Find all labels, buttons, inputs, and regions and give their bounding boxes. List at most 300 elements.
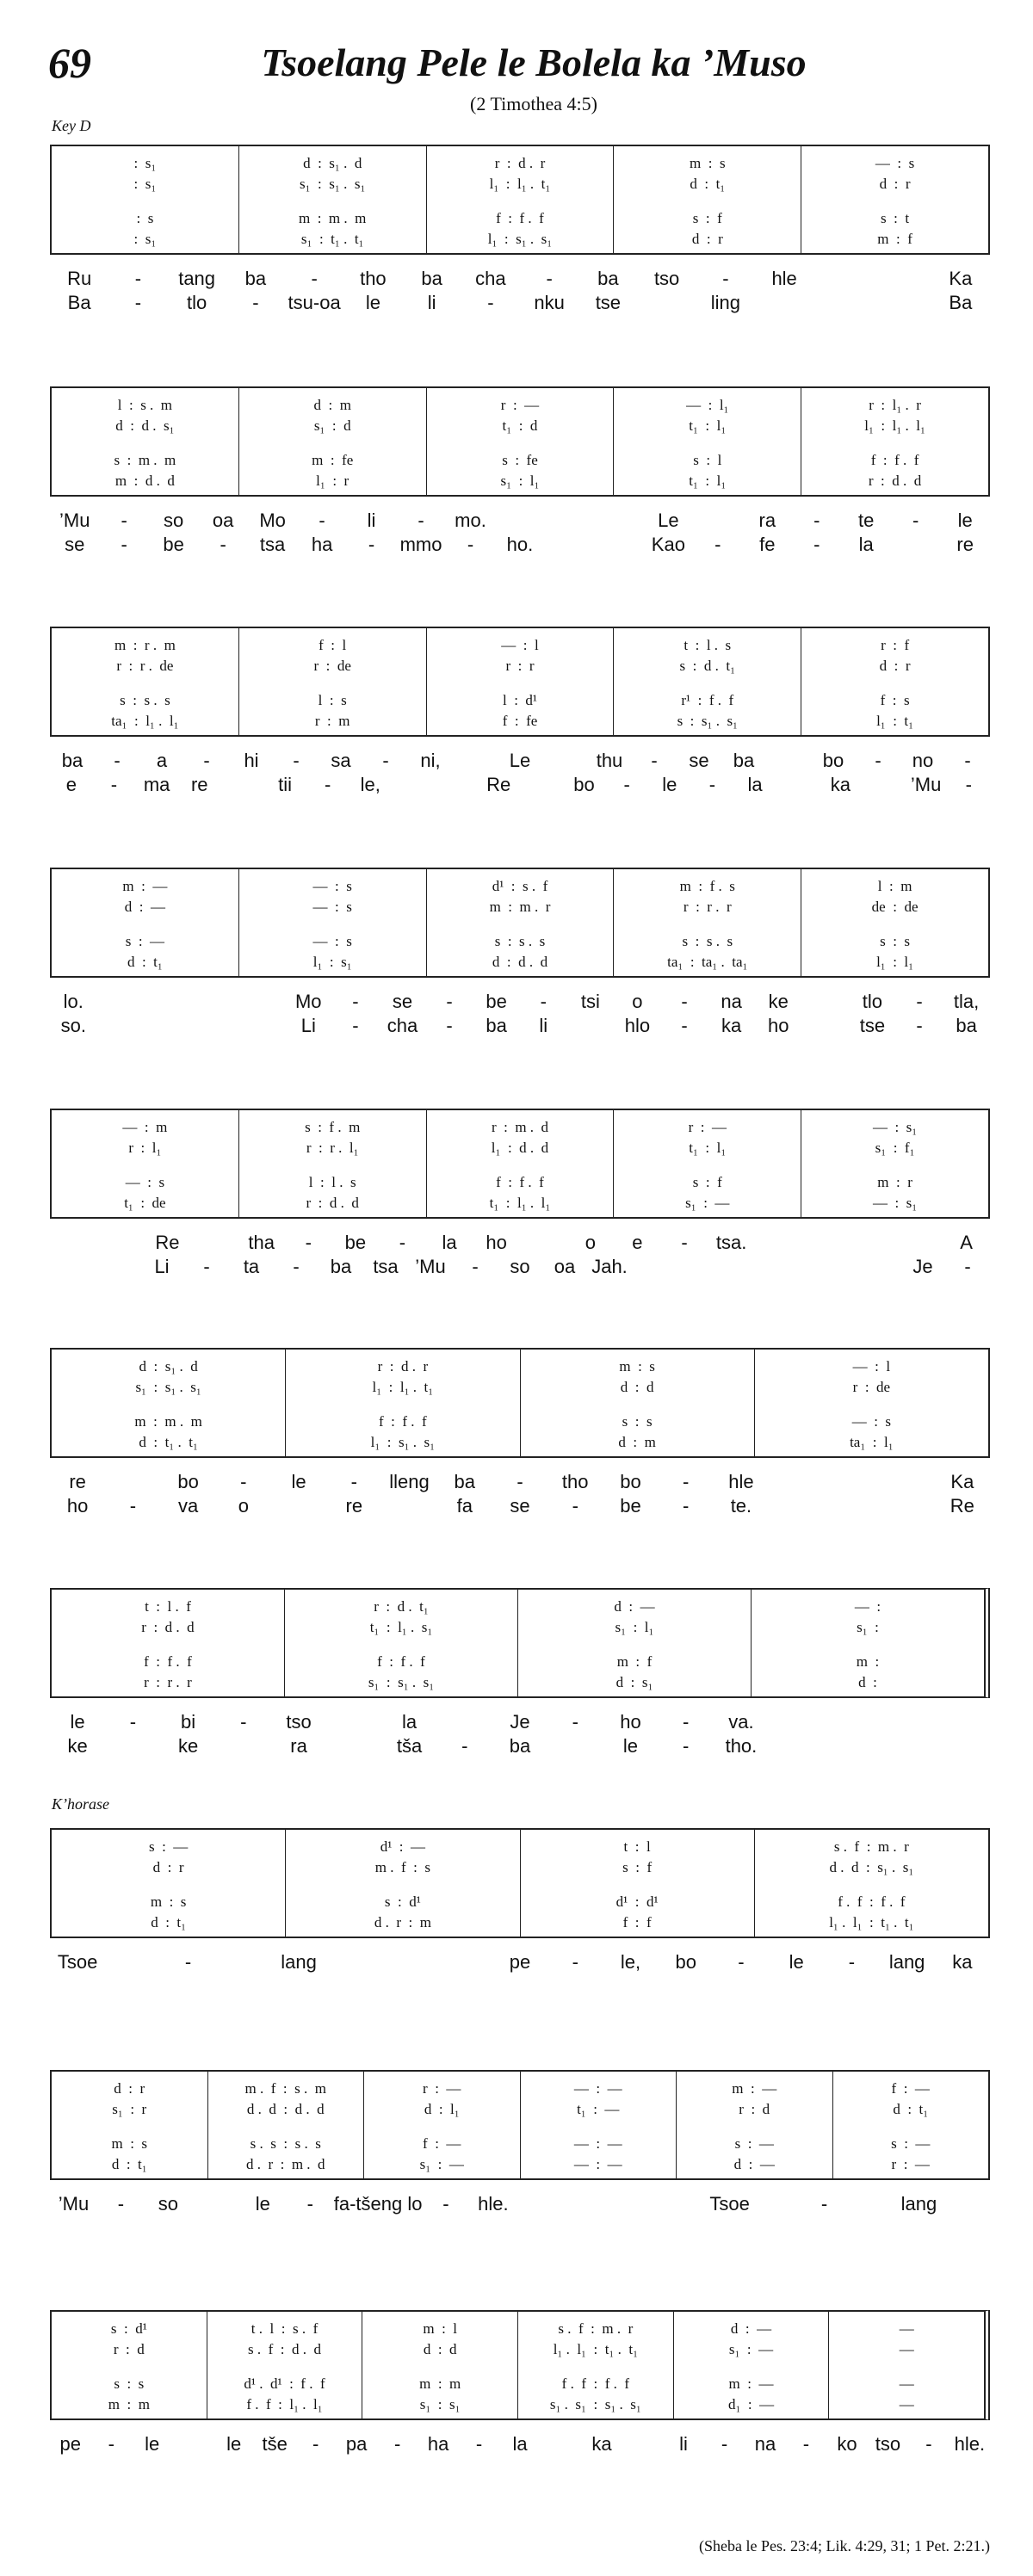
lyric-syllable: - (117, 2193, 125, 2215)
solfa-line: m : fe (312, 452, 354, 468)
solfa-line: s₁ : f₁ (875, 1140, 915, 1156)
solfa-line: — : l₁ (686, 397, 729, 413)
lyric-syllable (144, 1014, 191, 1038)
lyric-syllable (567, 1014, 615, 1038)
lyric-syllable (849, 1231, 896, 1255)
lyric-syllable: - (708, 774, 716, 795)
lyric-syllable: - (121, 534, 127, 555)
hymn-title: Tsoelang Pele le Bolela ka ’Muso (261, 40, 807, 84)
solfa-line: — : s (312, 899, 352, 915)
solfa-line: r : — (423, 2080, 461, 2097)
lyric-syllable: ka (721, 1015, 742, 1036)
lyric-syllable (638, 291, 696, 315)
solfa-line: f : f (622, 1914, 652, 1930)
lyric-syllable: so. (60, 1015, 86, 1036)
lyric-syllable: tla, (953, 991, 980, 1012)
lyric-syllable (594, 509, 643, 533)
lyric-syllable (824, 1710, 879, 1734)
lyric-syllable: ho (66, 1495, 89, 1517)
measure (517, 2312, 673, 2418)
lyric-syllable: se (689, 750, 709, 771)
solfa-line: f . f : f . f (838, 1893, 906, 1910)
solfa-line: d : d . d (492, 954, 548, 970)
lyric-syllable: ba (421, 268, 442, 289)
solfa-line: f : f . f (496, 1174, 544, 1190)
lyric-syllable (435, 773, 478, 797)
lyric-syllable: cha (387, 1015, 418, 1036)
solfa-line: — : m (122, 1119, 168, 1135)
lyric-syllable: Li (154, 1256, 170, 1277)
lyric-syllable: - (418, 510, 424, 531)
solfa-line: — : s (125, 1174, 165, 1190)
solfa-line: s : — (148, 1838, 189, 1855)
staff-box (50, 2070, 990, 2180)
lyric-syllable (516, 2192, 564, 2216)
lyric-syllable (880, 1710, 935, 1734)
solfa-line: s : l (693, 452, 722, 468)
lyric-syllable: - (352, 1015, 359, 1036)
lyric-syllable: va. (728, 1711, 754, 1733)
lyric-syllable: cha (475, 268, 506, 289)
footer-references: (Sheba le Pes. 23:4; Lik. 4:29, 31; 1 Pet. 2:21.) (699, 2537, 990, 2554)
solfa-line: d : t₁ (111, 2156, 147, 2172)
lyric-syllable: la (747, 774, 763, 795)
solfa-line: r : d . d (868, 473, 922, 489)
lyric-line (50, 1014, 990, 1038)
lyric-syllable: - (129, 1495, 137, 1517)
staff-box (50, 1109, 990, 1219)
lyric-syllable: - (813, 534, 820, 555)
lyric-syllable (721, 1255, 766, 1279)
lyric-syllable: - (134, 268, 142, 289)
lyric-syllable: ho (620, 1711, 641, 1733)
lyric-syllable (191, 1014, 238, 1038)
lyric-syllable: - (252, 292, 259, 313)
lyric-syllable: pe (59, 2433, 81, 2455)
solfa-line: m : l (423, 2320, 458, 2337)
solfa-line: m : s (111, 2135, 148, 2152)
lyric-syllable: e (65, 774, 77, 795)
lyric-syllable: ke (768, 991, 789, 1012)
lyric-syllable: Tsoe (57, 1951, 98, 1973)
lyrics-block (50, 2432, 990, 2456)
lyric-syllable (545, 533, 594, 557)
lyric-syllable (547, 1734, 603, 1758)
lyric-syllable: ba (454, 1471, 475, 1492)
solfa-line: s : fe (502, 452, 538, 468)
solfa-line: m : f (877, 231, 912, 247)
solfa-line: d : (858, 1674, 877, 1690)
solfa-line: de : de (871, 899, 919, 915)
lyric-syllable: - (912, 510, 919, 531)
lyric-syllable (453, 749, 498, 773)
solfa-line: — : — (573, 2135, 622, 2152)
measure (828, 2312, 984, 2418)
lyric-syllable (437, 1710, 492, 1734)
lyric-syllable: Je (912, 1256, 933, 1277)
lyric-syllable: lleng (389, 1471, 430, 1492)
solfa-line: s₁ : d (313, 417, 351, 434)
solfa-line: d : t₁ (151, 1914, 187, 1930)
solfa-line: s : d . t₁ (679, 658, 736, 674)
lyric-syllable: e (632, 1232, 643, 1253)
measure (426, 146, 614, 253)
lyric-syllable: be (163, 534, 184, 555)
lyric-syllable: - (293, 750, 300, 771)
lyric-syllable: la (401, 1711, 418, 1733)
lyric-syllable: - (683, 1711, 690, 1733)
solfa-line: d : d . s₁ (115, 417, 175, 434)
lyric-syllable: tše (262, 2433, 288, 2455)
lyric-syllable (545, 509, 594, 533)
lyric-syllable: Ba (949, 292, 973, 313)
measure (801, 146, 988, 253)
solfa-line: m . f : s . m (244, 2080, 326, 2097)
lyric-syllable (520, 773, 563, 797)
solfa-line: — : s₁ (872, 1119, 918, 1135)
lyric-syllable: ’Mu (58, 2193, 90, 2215)
lyric-syllable: - (472, 1256, 479, 1277)
solfa-line: s . s : s . s (250, 2135, 321, 2152)
solfa-line: f : — (891, 2080, 930, 2097)
lyric-syllable: tso (875, 2433, 901, 2455)
solfa-line: s₁ : s₁ . s₁ (300, 176, 366, 192)
lyric-syllable: - (393, 2433, 401, 2455)
lyric-syllable: se (65, 534, 85, 555)
lyric-syllable: lo. (63, 991, 84, 1012)
measure (52, 388, 238, 495)
solfa-line: l : s . m (117, 397, 173, 413)
solfa-line: r : m . d (491, 1119, 549, 1135)
lyric-syllable: Re (155, 1232, 180, 1253)
lyric-line (50, 1231, 990, 1255)
lyric-syllable: tso (286, 1711, 312, 1733)
solfa-line: m : r (877, 1174, 912, 1190)
lyric-syllable: Re (486, 774, 511, 795)
lyric-syllable: - (964, 750, 971, 771)
solfa-line: s : m . m (114, 452, 176, 468)
lyric-syllable: - (114, 750, 121, 771)
lyric-syllable (437, 1950, 492, 1974)
lyric-syllable (659, 2192, 706, 2216)
lyric-syllable: - (540, 991, 547, 1012)
lyric-syllable: ba (597, 268, 619, 289)
lyric-syllable: Le (658, 510, 679, 531)
lyric-syllable: - (134, 292, 142, 313)
solfa-line: l₁ : r (316, 473, 349, 489)
lyric-syllable: tso (653, 268, 680, 289)
lyric-syllable: ling (710, 292, 740, 313)
lyric-syllable: ’Mu (59, 510, 90, 531)
solfa-line: l₁ : t₁ (876, 713, 914, 729)
solfa-line: f : s (880, 692, 910, 708)
solfa-line: d : m (618, 1434, 656, 1450)
solfa-line: d : — (733, 2156, 775, 2172)
solfa-line: s₁ : s₁ . s₁ (368, 1674, 435, 1690)
lyric-syllable (769, 1470, 824, 1494)
lyric-syllable: so (164, 510, 184, 531)
lyric-syllable: fa (456, 1495, 473, 1517)
lyric-syllable: te. (730, 1495, 752, 1517)
lyric-syllable: - (220, 534, 226, 555)
solfa-line: r : m (314, 713, 350, 729)
solfa-line: s₁ : — (685, 1195, 730, 1211)
lyric-syllable: - (325, 774, 331, 795)
staff-box (50, 1828, 990, 1938)
lyric-syllable: bi (181, 1711, 196, 1733)
lyric-syllable: - (382, 750, 389, 771)
solfa-line: t₁ : l₁ (689, 1140, 727, 1156)
solfa-line: r¹ : f . f (681, 692, 734, 708)
lyric-line (50, 1950, 990, 1974)
lyric-syllable: - (129, 1711, 137, 1733)
lyric-syllable: tša (396, 1735, 423, 1757)
measure (52, 1350, 285, 1456)
solfa-line: l₁ : l₁ . t₁ (372, 1379, 434, 1395)
solfa-line: d : r (152, 1859, 184, 1875)
lyric-syllable: la (858, 534, 874, 555)
lyrics-block (50, 990, 990, 1038)
lyric-syllable: ba (244, 268, 267, 289)
solfa-line: d : s₁ . d (139, 1358, 198, 1374)
lyric-syllable (172, 2432, 213, 2456)
solfa-line: t₁ : de (124, 1195, 166, 1211)
lyric-syllable (766, 1255, 811, 1279)
lyric-syllable: - (399, 1232, 406, 1253)
lyric-syllable: - (240, 1471, 247, 1492)
lyric-syllable: tse (595, 292, 622, 313)
lyric-syllable: ni, (420, 750, 441, 771)
lyric-syllable: bo (177, 1471, 199, 1492)
lyric-syllable (769, 1734, 824, 1758)
lyric-syllable: - (293, 1256, 300, 1277)
solfa-line: l₁ : l₁ (876, 954, 914, 970)
measure (207, 2072, 364, 2178)
solfa-line: s₁ : r (112, 2101, 147, 2117)
lyric-line (50, 1494, 990, 1518)
measure (238, 628, 426, 735)
lyric-syllable (611, 2192, 659, 2216)
solfa-line: d : r (879, 176, 911, 192)
measure (52, 1110, 238, 1217)
lyric-syllable: - (925, 2433, 932, 2455)
measure (673, 2312, 829, 2418)
measure (238, 146, 426, 253)
solfa-line: d . r : m (374, 1914, 431, 1930)
measure (520, 1350, 754, 1456)
lyric-syllable: mo. (455, 510, 486, 531)
solfa-line: m . f : s (374, 1859, 430, 1875)
lyric-syllable: tsi (580, 991, 600, 1012)
lyrics-block (50, 1231, 990, 1279)
lyric-syllable (802, 1231, 850, 1255)
lyric-syllable (144, 990, 191, 1014)
measure (801, 869, 988, 976)
solfa-line: r : d . r (377, 1358, 429, 1374)
lyric-syllable: ho (486, 1232, 507, 1253)
lyric-syllable: - (813, 510, 820, 531)
solfa-line: : s (136, 210, 154, 226)
scripture-reference: (2 Timothea 4:5) (470, 93, 597, 114)
lyric-syllable (813, 291, 872, 315)
lyric-syllable: Ka (949, 268, 973, 289)
lyric-syllable (191, 990, 238, 1014)
lyric-syllable (238, 990, 285, 1014)
lyric-syllable: lang (888, 1951, 925, 1973)
solfa-line: f : f . f (496, 210, 544, 226)
measure (238, 1110, 426, 1217)
solfa-line: s₁ : l₁ (500, 473, 540, 489)
measure (754, 1830, 988, 1937)
solfa-line: — : s (875, 155, 915, 171)
lyric-syllable: - (572, 1951, 578, 1973)
solfa-line: s : — (125, 933, 165, 949)
lyric-syllable (813, 267, 872, 291)
solfa-line: : s₁ (133, 231, 157, 247)
measure (832, 2072, 989, 2178)
lyric-line (50, 267, 990, 291)
solfa-line: f : f . f (377, 1653, 425, 1670)
measure (426, 628, 614, 735)
solfa-line: l₁ . l₁ : t₁ . t₁ (553, 2341, 639, 2357)
lyric-syllable: Jah. (591, 1256, 628, 1277)
lyric-syllable: ta (243, 1256, 260, 1277)
lyric-syllable: Kao (651, 534, 685, 555)
solfa-line: ta₁ : l₁ (850, 1434, 894, 1450)
lyric-syllable: bo (573, 774, 595, 795)
lyric-syllable: hlo (624, 1015, 651, 1036)
solfa-line: d : r (114, 2080, 145, 2097)
lyric-syllable: - (305, 1232, 312, 1253)
solfa-line: r : — (688, 1119, 727, 1135)
solfa-line: : s₁ (133, 176, 157, 192)
solfa-line: f : fe (502, 713, 538, 729)
lyric-syllable (191, 1231, 238, 1255)
solfa-line: d¹ : s . f (492, 878, 548, 894)
lyric-syllable: - (965, 774, 972, 795)
lyric-syllable: fa-tšeng lo (333, 2193, 423, 2215)
solfa-line: t : l (623, 1838, 651, 1855)
lyric-syllable: le (662, 774, 677, 795)
measure (238, 388, 426, 495)
lyric-syllable: nku (534, 292, 565, 313)
solfa-line: r : l₁ (128, 1140, 162, 1156)
solfa-line: — : s₁ (872, 1195, 918, 1211)
measure (801, 388, 988, 495)
solfa-line: f : f . f (144, 1653, 192, 1670)
measure (52, 2312, 207, 2418)
lyric-line (50, 2432, 990, 2456)
solfa-line: s₁ : s₁ (419, 2396, 461, 2412)
measure (284, 1590, 517, 1696)
solfa-line: r : r . l₁ (306, 1140, 359, 1156)
solfa-line: r : f (881, 637, 910, 653)
lyric-syllable (880, 1734, 935, 1758)
lyric-syllable: ’Mu (910, 774, 942, 795)
staff-box (50, 386, 990, 497)
solfa-line: ta₁ : l₁ . l₁ (111, 713, 179, 729)
lyric-syllable: le (789, 1951, 804, 1973)
lyric-syllable: le (145, 2433, 160, 2455)
solfa-line: s : d¹ (110, 2320, 147, 2337)
lyric-syllable: lang (281, 1951, 317, 1973)
solfa-line: m : m (419, 2375, 461, 2392)
solfa-line: t₁ : — (577, 2101, 620, 2117)
lyric-syllable: la (512, 2433, 528, 2455)
staff-box (50, 1588, 990, 1698)
lyric-syllable (935, 1710, 990, 1734)
measure (613, 388, 801, 495)
lyric-syllable (824, 1494, 879, 1518)
solfa-line: m : (856, 1653, 880, 1670)
lyric-syllable: hle. (954, 2433, 986, 2455)
lyric-syllable: se (510, 1495, 530, 1517)
solfa-line: m : m . m (134, 1413, 202, 1430)
solfa-line: — : — (573, 2080, 622, 2097)
lyric-syllable: le (365, 292, 380, 313)
lyric-syllable: na (721, 991, 742, 1012)
solfa-line: s . f : m . r (558, 2320, 634, 2337)
lyrics-block (50, 1470, 990, 1518)
lyric-syllable (776, 773, 820, 797)
lyric-syllable (50, 1231, 97, 1255)
lyric-syllable: le, (360, 774, 380, 795)
solfa-line: d : d (423, 2341, 457, 2357)
lyric-syllable: - (442, 2193, 449, 2215)
solfa-line: ta₁ : ta₁ . ta₁ (667, 954, 748, 970)
lyric-syllable: pe (509, 1951, 531, 1973)
lyric-syllable (221, 773, 264, 797)
lyric-syllable: tsa. (715, 1232, 747, 1253)
lyric-syllable: ra (290, 1735, 307, 1757)
solfa-line: r : d . t₁ (374, 1598, 429, 1615)
solfa-line: m : s (150, 1893, 187, 1910)
lyric-syllable: - (964, 1256, 971, 1277)
hymn-number: 69 (48, 39, 91, 87)
solfa-line: f : f . f (379, 1413, 427, 1430)
solfa-line: l : l . s (308, 1174, 356, 1190)
lyric-syllable (802, 990, 850, 1014)
solfa-line: m : f . s (679, 878, 735, 894)
measure (52, 1590, 284, 1696)
lyric-syllable: pa (345, 2433, 368, 2455)
solfa-line: d : t₁ (127, 954, 163, 970)
solfa-line: r : de (852, 1379, 891, 1395)
solfa-line: l₁ . l₁ : t₁ . t₁ (829, 1914, 914, 1930)
solfa-line: d : — (614, 1598, 655, 1615)
lyric-syllable: - (683, 1471, 690, 1492)
lyric-syllable: - (487, 292, 494, 313)
lyric-syllable: - (446, 991, 453, 1012)
lyric-syllable (105, 1950, 160, 1974)
lyric-syllable: ho. (506, 534, 534, 555)
solfa-line: r : d . d (306, 1195, 359, 1211)
solfa-line: — (899, 2320, 914, 2337)
lyric-syllable: li (679, 2433, 688, 2455)
lyric-syllable: ko (837, 2433, 857, 2455)
lyric-syllable (755, 1231, 802, 1255)
lyric-syllable: - (184, 1951, 192, 1973)
solfa-line: m : m . r (489, 899, 551, 915)
lyric-syllable: le (255, 2193, 270, 2215)
lyric-line (50, 291, 990, 315)
solfa-line: r : r (505, 658, 535, 674)
lyrics-block (50, 1950, 990, 1974)
solfa-line: s₁ . s₁ : s₁ . s₁ (549, 2396, 641, 2412)
solfa-line: r : — (500, 397, 540, 413)
lyric-syllable (95, 1255, 139, 1279)
lyric-syllable: - (916, 991, 923, 1012)
